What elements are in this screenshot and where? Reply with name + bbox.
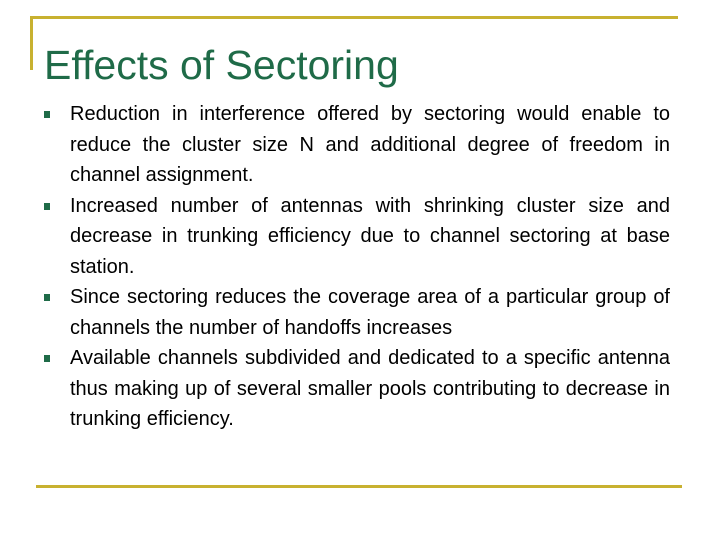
- bullet-text: Available channels subdivided and dedicated to a specific antenna thus making up of several smaller pools contributing to decrease in trunking efficiency.: [70, 347, 670, 430]
- bullet-item: [44, 343, 670, 435]
- bottom-accent-line: [36, 485, 682, 488]
- square-bullet-icon: [44, 203, 50, 210]
- bullet-text: Reduction in interference offered by sectoring would enable to reduce the cluster size N and additional degree of freedom in channel assignment.: [70, 103, 670, 186]
- bullet-item: [44, 99, 670, 191]
- bullet-text: Since sectoring reduces the coverage area of a particular group of channels the number of handoffs increases: [70, 286, 670, 339]
- square-bullet-icon: [44, 355, 50, 362]
- slide-title: Effects of Sectoring: [44, 42, 399, 88]
- bullet-text: Increased number of antennas with shrinking cluster size and decrease in trunking efficiency due to channel sectoring at base station.: [70, 194, 670, 278]
- square-bullet-icon: [44, 111, 50, 118]
- bullet-item: [44, 282, 670, 343]
- square-bullet-icon: [44, 294, 50, 301]
- bullet-item: [44, 191, 670, 283]
- bullet-list: [44, 99, 670, 435]
- top-accent-line: [30, 16, 678, 19]
- left-accent-line: [30, 16, 33, 70]
